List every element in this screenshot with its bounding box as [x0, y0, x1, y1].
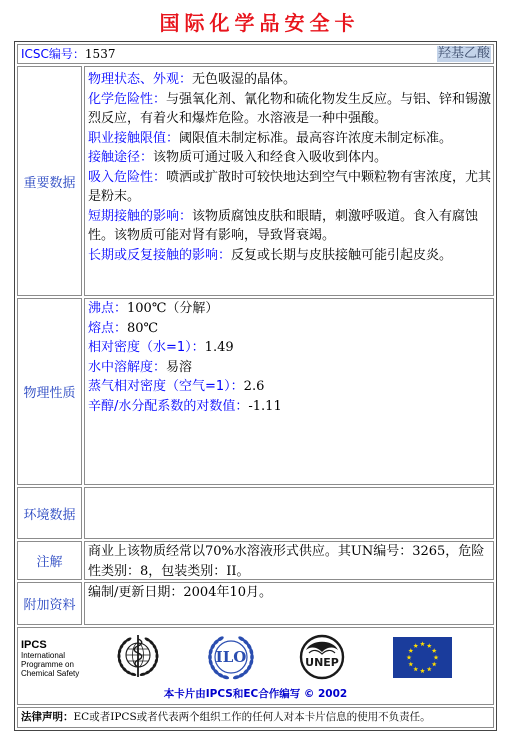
- section-content-environment: [84, 487, 494, 539]
- ipcs-abbreviation: IPCS: [21, 639, 47, 651]
- prop-value: 易溶: [166, 359, 193, 375]
- item-text: 与强氧化剂、氰化物和硫化物发生反应。与铝、锌和锡激烈反应，有着火和爆炸危险。水溶液是一种中强酸。: [88, 91, 492, 126]
- section-label-notes: 注解: [17, 541, 82, 580]
- legal-notice-label: 法律声明：: [21, 711, 74, 723]
- prop-label: 辛醇/水分配系数的对数值：: [88, 398, 249, 414]
- section-content-important: [84, 66, 494, 296]
- ipcs-name-line: Chemical Safety: [21, 669, 80, 678]
- prop-value: 1.49: [204, 340, 234, 355]
- card-credit-caption: 本卡片由IPCS和EC合作编写 © 2002: [163, 688, 348, 700]
- legal-notice: [17, 707, 494, 728]
- ipcs-logo-text: [21, 639, 79, 678]
- section-label-environment: 环境数据: [17, 487, 82, 539]
- legal-notice-text: EC或者IPCS或者代表两个组织工作的任何人对本卡片信息的使用不负责任。: [73, 711, 431, 723]
- item-physical-state: [88, 70, 492, 90]
- icsc-number-value: 1537: [84, 47, 116, 61]
- ipcs-name-line: International: [21, 651, 66, 660]
- eu-flag-icon: [393, 637, 452, 678]
- prop-label: 水中溶解度：: [88, 359, 167, 375]
- card-header-row: [17, 44, 494, 64]
- who-emblem-icon: [113, 632, 163, 682]
- section-content-notes: 商业上该物质经常以70%水溶液形式供应。其UN编号：3265，危险性类别：8，包装类别：II。: [84, 541, 494, 580]
- prop-label: 熔点：: [88, 320, 128, 336]
- item-label: 长期或反复接触的影响：: [88, 247, 232, 263]
- prop-value: 100℃（分解）: [127, 301, 219, 316]
- item-chemical-hazards: [88, 90, 492, 129]
- prop-value: 2.6: [243, 379, 265, 394]
- unep-globe-top: [306, 642, 338, 652]
- item-text: 该物质腐蚀皮肤和眼睛，刺激呼吸道。食入有腐蚀性。该物质可能对肾有影响，导致肾衰竭。: [88, 208, 479, 243]
- section-content-additional: 编制/更新日期：2004年10月。: [84, 582, 494, 625]
- prop-octanol-water-log: [88, 397, 492, 417]
- prop-boiling-point: [88, 299, 492, 319]
- unep-lettering: UNEP: [305, 656, 339, 669]
- prop-label: 蒸气相对密度（空气=1）：: [88, 379, 244, 394]
- unep-emblem-icon: [297, 633, 347, 683]
- item-label: 职业接触限值：: [88, 130, 180, 146]
- section-content-physical: [84, 298, 494, 485]
- item-label: 接触途径：: [88, 150, 154, 165]
- item-long-term-effects: [88, 246, 492, 266]
- item-text: 无色吸湿的晶体。: [192, 72, 297, 87]
- item-inhalation-risk: [88, 168, 492, 207]
- card-title: 国际化学品安全卡: [159, 11, 360, 35]
- prop-label: 沸点：: [88, 301, 128, 316]
- icsc-number-label: ICSC编号：: [21, 47, 85, 61]
- item-label: 短期接触的影响：: [88, 208, 193, 224]
- item-text: 该物质可通过吸入和经食入吸收到体内。: [153, 150, 388, 165]
- item-label: 物理状态、外观：: [88, 72, 193, 87]
- prop-melting-point: [88, 319, 492, 339]
- section-label-additional: 附加资料: [17, 582, 82, 625]
- section-label-important: 重要数据: [17, 66, 82, 296]
- item-exposure-limits: [88, 129, 492, 149]
- section-label-physical: 物理性质: [17, 298, 82, 485]
- item-label: 化学危险性：: [88, 91, 167, 107]
- item-short-term-effects: [88, 207, 492, 246]
- item-text: 阈限值未制定标准。最高容许浓度未制定标准。: [179, 130, 453, 146]
- prop-value: 80℃: [127, 320, 159, 336]
- chemical-name: 羟基乙酸: [437, 46, 490, 61]
- prop-relative-density: [88, 338, 492, 358]
- prop-solubility-in-water: [88, 358, 492, 378]
- item-text: 喷洒或扩散时可较快地达到空气中颗粒物有害浓度，尤其是粉末。: [88, 169, 492, 204]
- item-text: 反复或长期与皮肤接触可能引起皮炎。: [231, 247, 453, 263]
- ilo-emblem-icon: [204, 631, 258, 683]
- ipcs-name-line: Programme on: [21, 660, 74, 669]
- item-label: 吸入危险性：: [88, 169, 167, 185]
- item-routes-of-exposure: [88, 148, 492, 168]
- prop-value: -1.11: [248, 398, 282, 414]
- logos-row: [17, 627, 494, 705]
- prop-vapour-density: [88, 377, 492, 397]
- ilo-lettering: ILO: [215, 648, 247, 666]
- prop-label: 相对密度（水=1）：: [88, 340, 205, 355]
